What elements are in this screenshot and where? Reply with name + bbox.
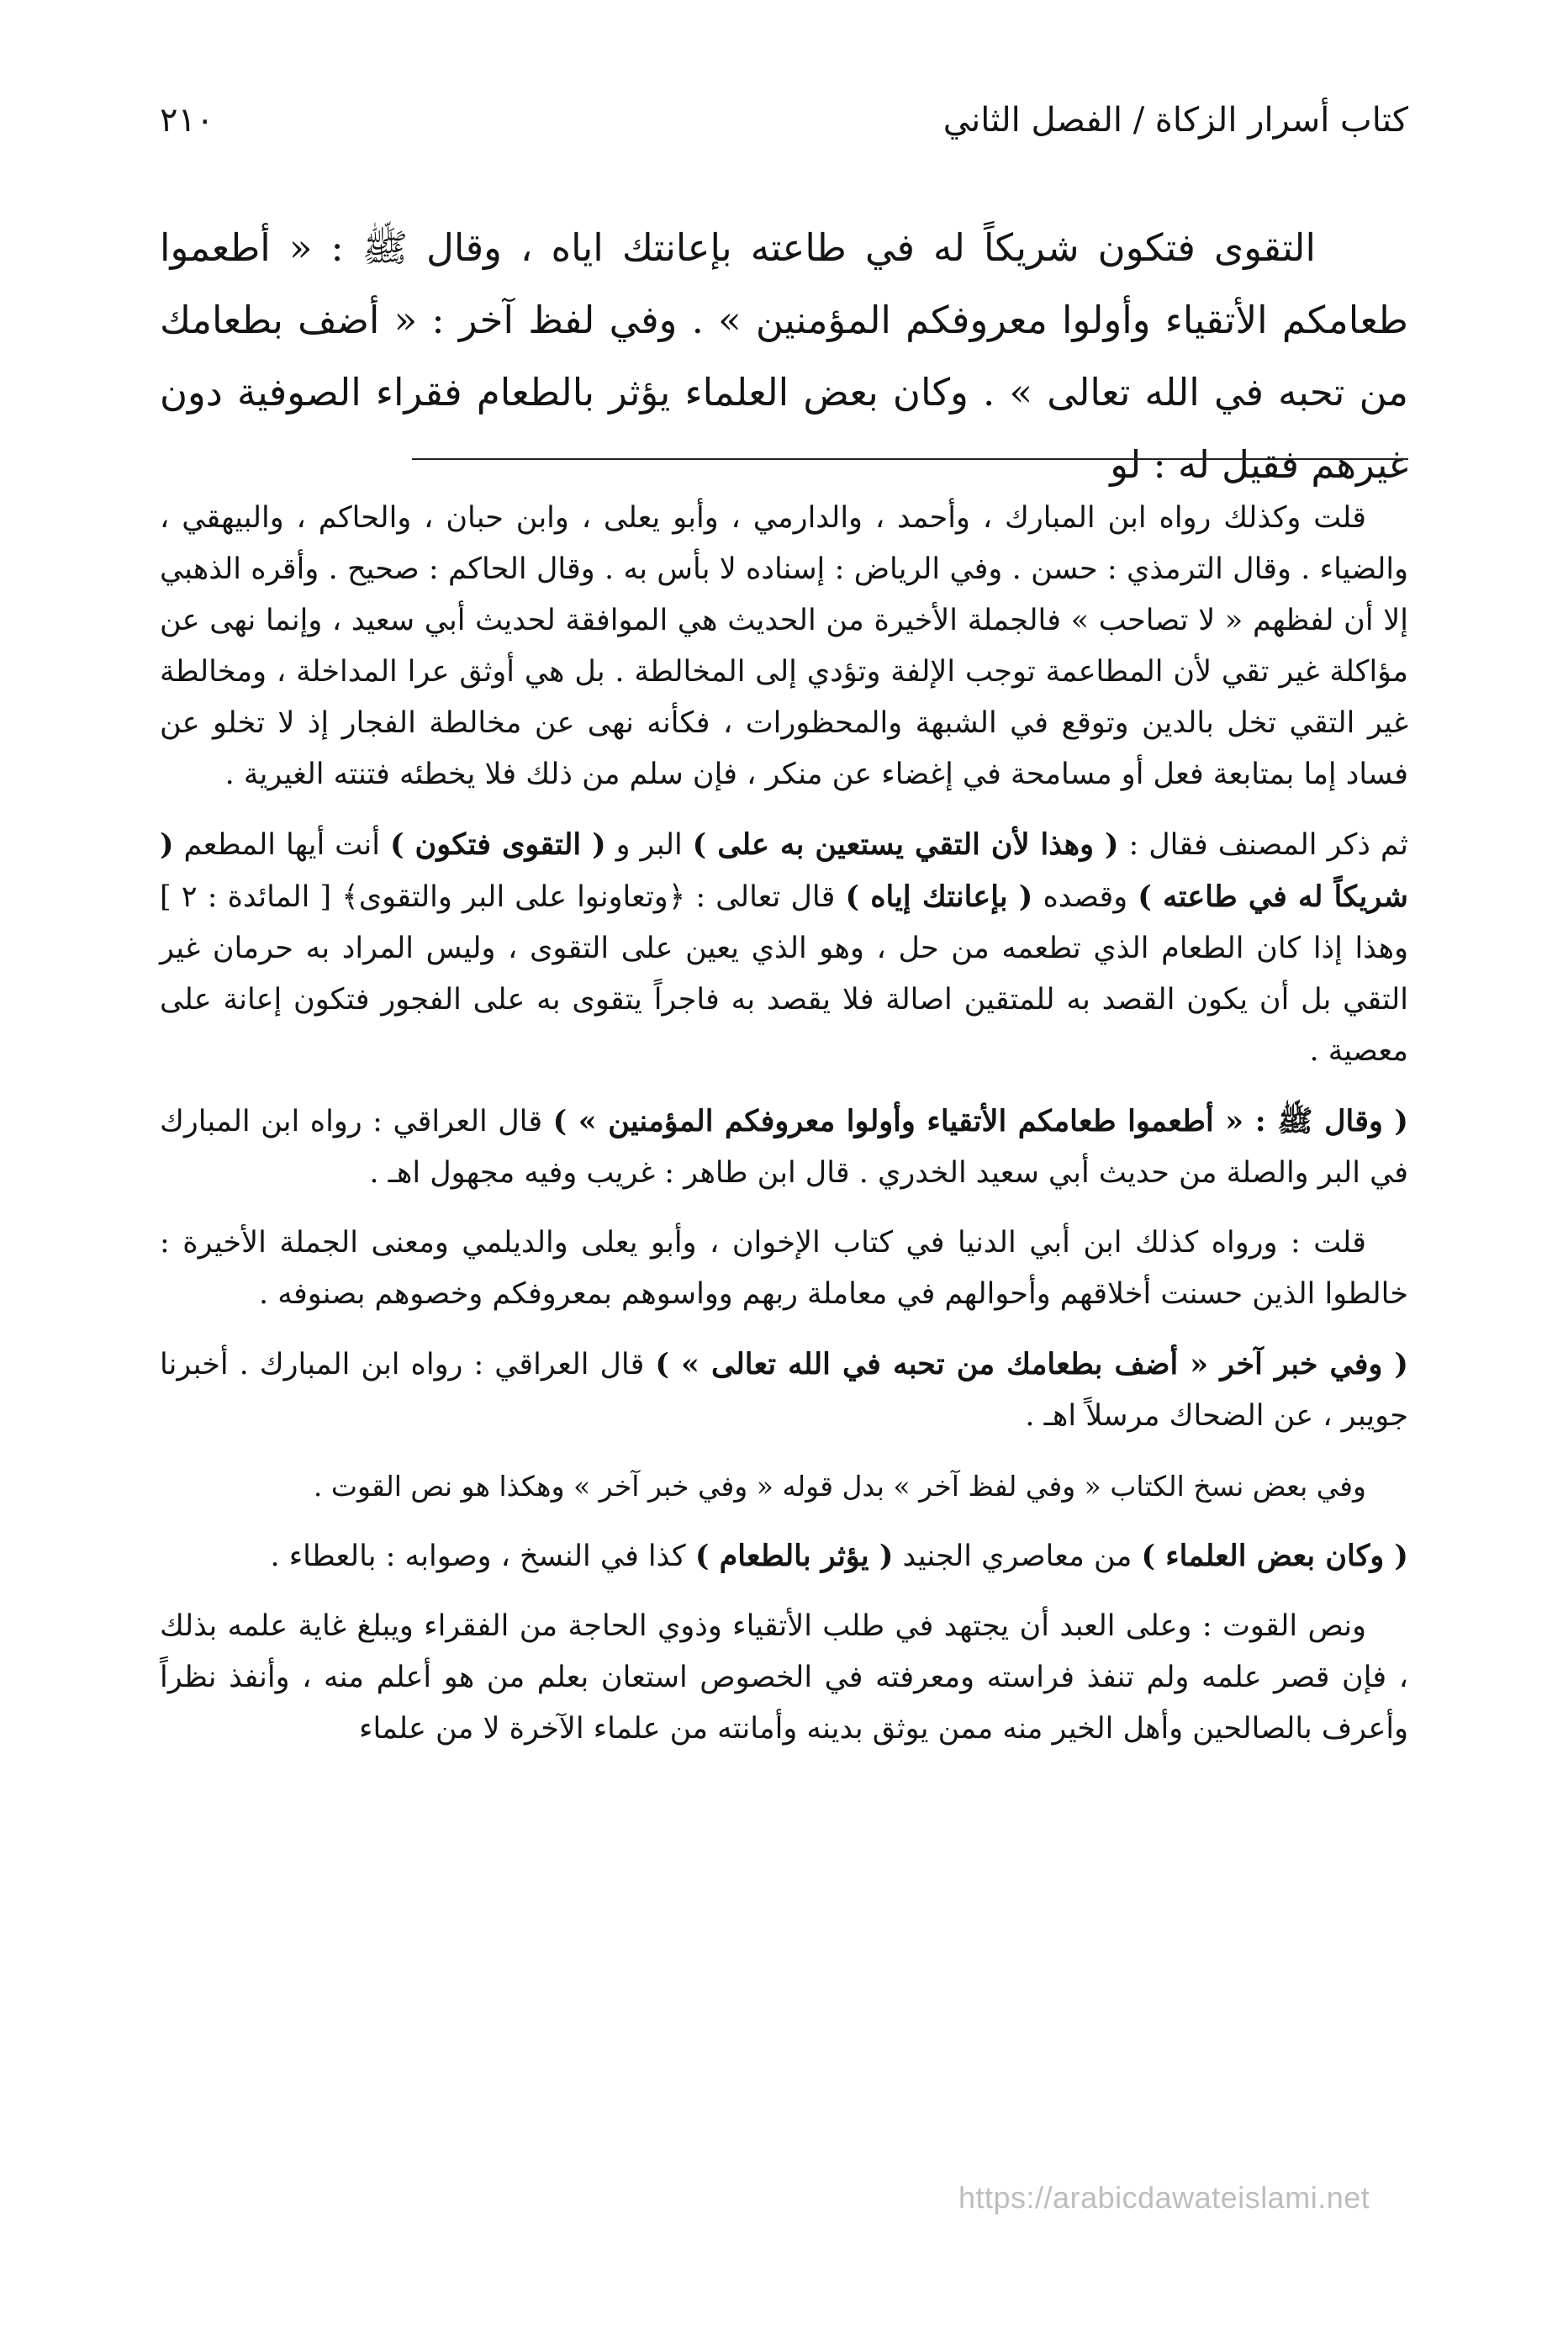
page-number: ٢١٠ (160, 101, 214, 140)
text-run: قال العراقي : رواه ابن المبارك . أخبرنا جويبر ، عن الضحاك مرسلاً اهـ . (160, 1348, 1408, 1433)
commentary-paragraph-4: قلت : ورواه كذلك ابن أبي الدنيا في كتاب الإخوان ، وأبو يعلى والديلمي ومعنى الجملة الأخيرة : خالطوا الذين حسنت أخلاقهم وأحوالهم في معاملة ربهم وواسوهم بمعروفكم وخصوهم بصنوفه . (160, 1226, 1408, 1311)
commentary-paragraph-5 (160, 1339, 1408, 1442)
main-paragraph: التقوى فتكون شريكاً له في طاعته بإعانتك اياه ، وقال ﷺ : « أطعموا طعامكم الأتقياء وأولوا معروفكم المؤمنين » . وفي لفظ آخر : « أضف بطعامك من تحبه في الله تعالى » . وكان بعض العلماء يؤثر بالطعام فقراء الصوفية دون غيرهم فقيل له : لو (160, 225, 1408, 487)
text-run: كذا في النسخ ، وصوابه : بالعطاء . (270, 1540, 695, 1573)
running-header (160, 91, 1408, 150)
text-run: أنت أيها المطعم (173, 828, 390, 862)
text-run: وقصده (1032, 880, 1138, 914)
commentary-paragraph-7 (160, 1530, 1408, 1582)
commentary-paragraph-2 (160, 819, 1408, 1077)
quoted-matn: ( وقال ﷺ : « أطعموا طعامكم الأتقياء وأولوا معروفكم المؤمنين » ) (552, 1104, 1408, 1138)
quoted-matn: ( وفي خبر آخر « أضف بطعامك من تحبه في الله تعالى » ) (655, 1347, 1408, 1381)
quoted-matn: ( شريكاً له في طاعته ) (160, 827, 1408, 914)
commentary-paragraph-1: قلت وكذلك رواه ابن المبارك ، وأحمد ، والدارمي ، وأبو يعلى ، وابن حبان ، والحاكم ، والبيهقي ، والضياء . وقال الترمذي : حسن . وفي الرياض : إسناده لا بأس به . وقال الحاكم : صحيح . وأقره الذهبي إلا أن لفظهم « لا تصاحب » فالجملة الأخيرة من الحديث هي الموافقة لحديث أبي سعيد ، وإنما نهى عن مؤاكلة غير تقي لأن المطاعمة توجب الإلفة وتؤدي إلى المخالطة . بل هي أوثق عرا المداخلة ، ومخالطة غير التقي تخل بالدين وتوقع في الشبهة والمحظورات ، فكأنه نهى عن مخالطة الفجار إذ لا تخلو عن فساد إما بمتابعة فعل أو مسامحة في إغضاء عن منكر ، فإن سلم من ذلك فلا يخطئه فتنته الغيرية . (160, 501, 1408, 791)
footnote-divider (412, 458, 1408, 460)
text-run: ثم ذكر المصنف فقال : (1118, 828, 1408, 862)
text-run: من معاصري الجنيد (893, 1540, 1142, 1573)
header-title: كتاب أسرار الزكاة / الفصل الثاني (942, 101, 1408, 140)
text-run: قال العراقي : رواه ابن المبارك في البر والصلة من حديث أبي سعيد الخدري . قال ابن طاهر : غريب وفيه مجهول اهـ . (160, 1105, 1408, 1190)
text-run: البر و (605, 828, 693, 862)
text-run: قال تعالى : ﴿وتعاونوا على البر والتقوى﴾ [ المائدة : ٢ ] وهذا إذا كان الطعام الذي تطعمه من حل ، وهو الذي يعين على التقوى ، وليس المراد به حرمان غير التقي بل أن يكون القصد به للمتقين اصالة فلا يقصد به فاجراً يتقوى به على الفجور فتكون إعانة على معصية . (160, 880, 1408, 1068)
commentary-block (160, 493, 1408, 1773)
quoted-matn: ( يؤثر بالطعام ) (694, 1539, 894, 1573)
watermark-url: https://arabicdawateislami.net (958, 2180, 1370, 2215)
quoted-matn: ( التقوى فتكون ) (389, 827, 606, 862)
quoted-matn: ( وكان بعض العلماء ) (1141, 1539, 1408, 1573)
commentary-paragraph-3 (160, 1096, 1408, 1199)
commentary-paragraph-6: وفي بعض نسخ الكتاب « وفي لفظ آخر » بدل قوله « وفي خبر آخر » وهكذا هو نص القوت . (313, 1470, 1366, 1503)
quoted-matn: ( بإعانتك إياه ) (845, 880, 1033, 914)
commentary-paragraph-8: ونص القوت : وعلى العبد أن يجتهد في طلب الأتقياء وذوي الحاجة من الفقراء ويبلغ غاية علمه بذلك ، فإن قصر علمه ولم تنفذ فراسته ومعرفته في الخصوص استعان بعلم من هو أعلم منه ، وأنفذ نظراً وأعرف بالصالحين وأهل الخير منه ممن يوثق بدينه وأمانته من علماء الآخرة لا من علماء (160, 1609, 1408, 1746)
quoted-matn: ( وهذا لأن التقي يستعين به على ) (692, 827, 1119, 862)
